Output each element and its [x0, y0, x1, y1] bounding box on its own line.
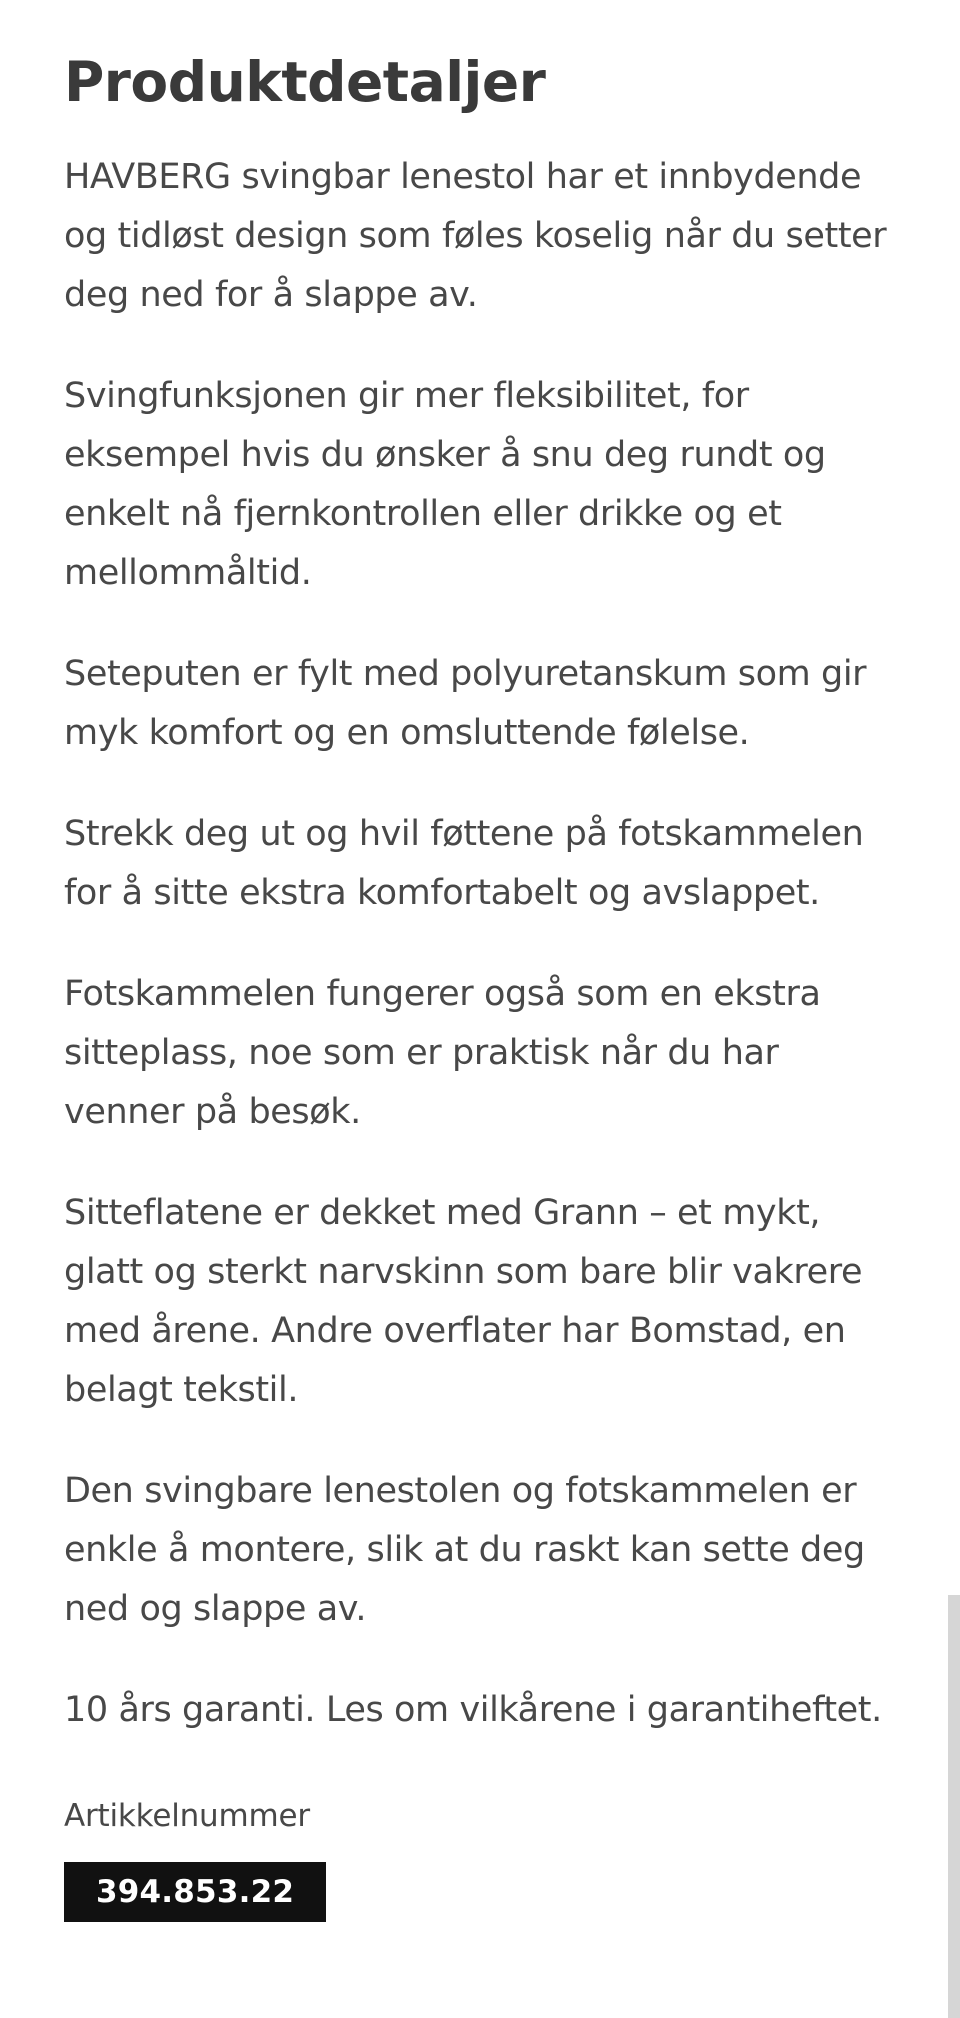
- description-paragraph: Strekk deg ut og hvil føttene på fotskammelen for å sitte ekstra komfortabelt og avslappet.: [64, 814, 864, 913]
- description-paragraph: Fotskammelen fungerer også som en ekstra sitteplass, noe som er praktisk når du har venner på besøk.: [64, 974, 821, 1132]
- product-details-panel: [64, 44, 904, 1922]
- product-description: [64, 148, 904, 1740]
- article-number-label: Artikkelnummer: [64, 1798, 310, 1834]
- description-paragraph: Seteputen er fylt med polyuretanskum som gir myk komfort og en omsluttende følelse.: [64, 654, 867, 753]
- scrollbar-track[interactable]: [948, 0, 960, 2018]
- scrollbar-thumb[interactable]: [948, 1595, 960, 2018]
- description-paragraph: 10 års garanti. Les om vilkårene i garantiheftet.: [64, 1690, 882, 1730]
- description-paragraph: HAVBERG svingbar lenestol har et innbydende og tidløst design som føles koselig når du setter deg ned for å slappe av.: [64, 157, 887, 315]
- section-title: Produktdetaljer: [64, 50, 546, 114]
- article-number-badge: 394.853.22: [64, 1862, 326, 1922]
- description-paragraph: Sitteflatene er dekket med Grann – et mykt, glatt og sterkt narvskinn som bare blir vakrere med årene. Andre overflater har Bomstad, en belagt tekstil.: [64, 1193, 863, 1410]
- description-paragraph: Svingfunksjonen gir mer fleksibilitet, for eksempel hvis du ønsker å snu deg rundt og enkelt nå fjernkontrollen eller drikke og et mellommåltid.: [64, 376, 826, 593]
- description-paragraph: Den svingbare lenestolen og fotskammelen er enkle å montere, slik at du raskt kan sette deg ned og slappe av.: [64, 1471, 865, 1629]
